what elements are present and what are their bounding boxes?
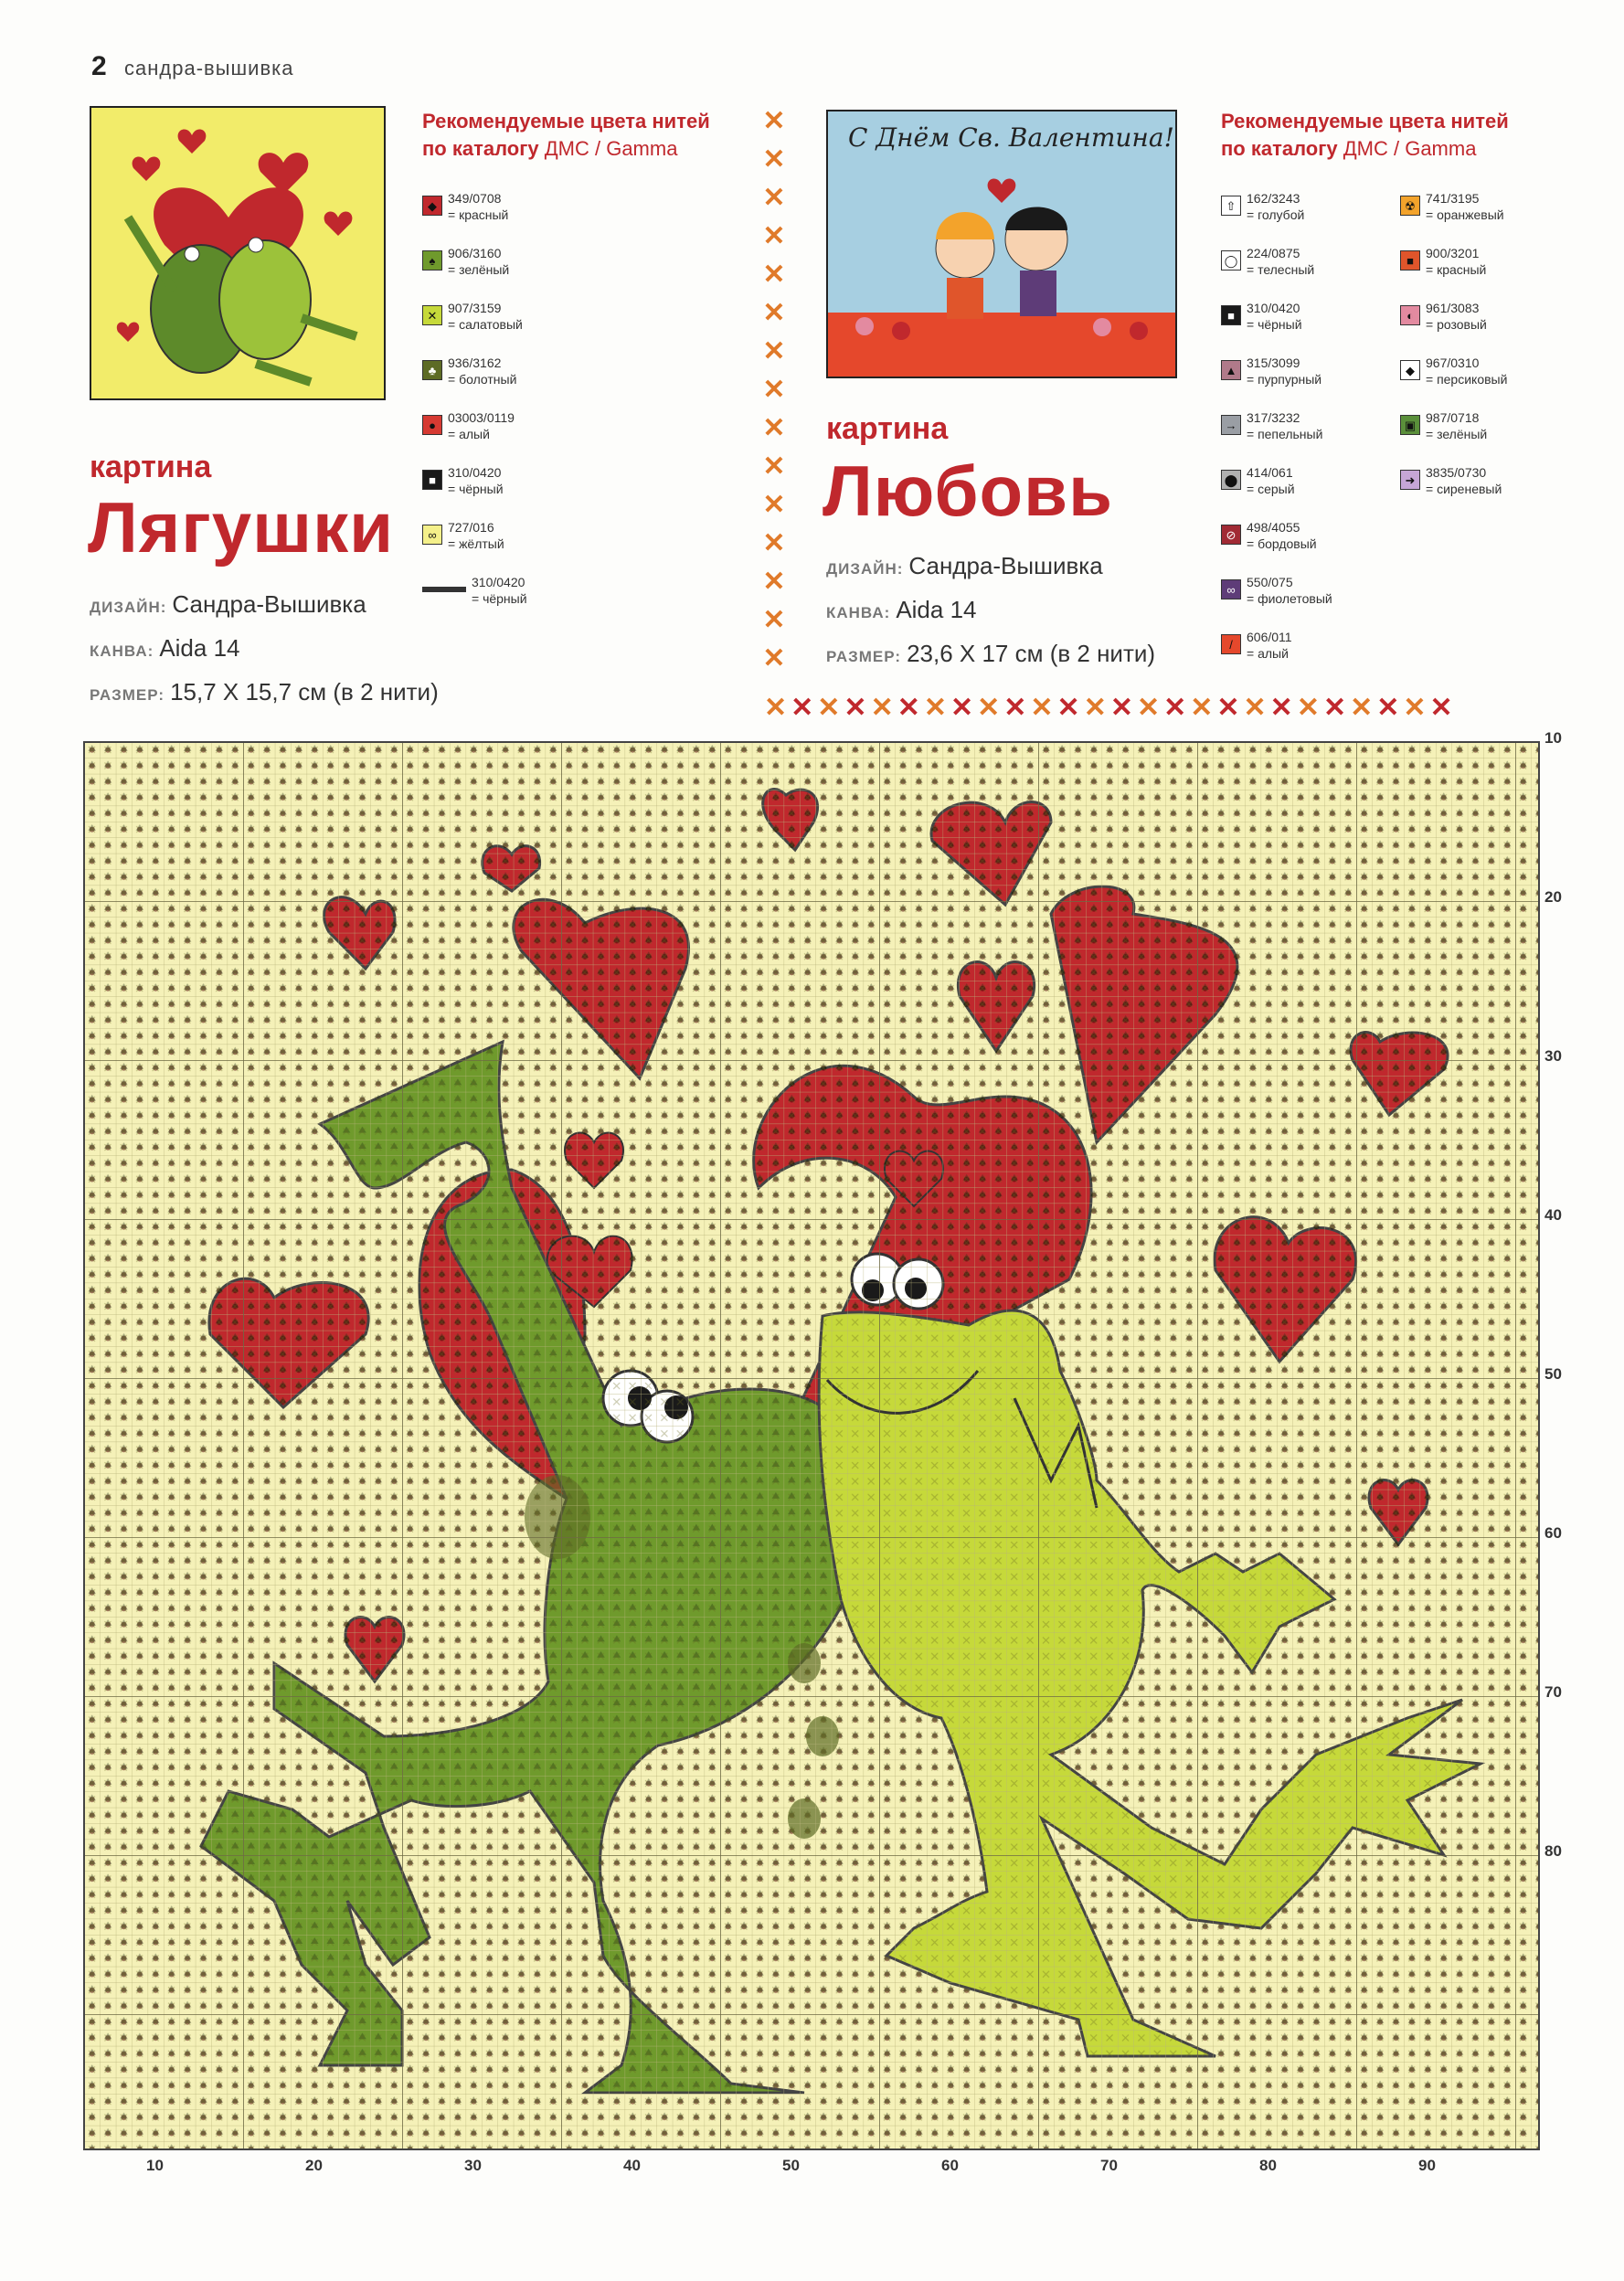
color-swatch-icon: ■ bbox=[1221, 305, 1241, 325]
legend-item bbox=[1221, 519, 1317, 552]
left-canvas bbox=[90, 634, 240, 663]
thread-color-name: = зелёный bbox=[1426, 427, 1488, 441]
thread-code: 727/016 bbox=[448, 520, 494, 535]
thread-code: 414/061 bbox=[1247, 465, 1293, 480]
left-design-value: Сандра-Вышивка bbox=[172, 590, 366, 618]
thread-code: 967/0310 bbox=[1426, 355, 1480, 370]
right-canvas-value: Aida 14 bbox=[896, 596, 977, 623]
left-recommend-brands: ДМС / Gamma bbox=[544, 137, 678, 160]
thread-color-name: = жёлтый bbox=[448, 536, 504, 551]
bottom-axis-label: 80 bbox=[1259, 2157, 1277, 2174]
thread-code: 3835/0730 bbox=[1426, 465, 1487, 480]
thread-code: 606/011 bbox=[1247, 630, 1292, 644]
right-design bbox=[826, 552, 1103, 580]
left-canvas-label: КАНВА: bbox=[90, 642, 154, 660]
color-swatch-icon: ● bbox=[422, 415, 442, 435]
legend-item bbox=[422, 300, 523, 333]
thread-color-name: = персиковый bbox=[1426, 372, 1508, 387]
thread-code: 310/0420 bbox=[1247, 301, 1300, 315]
legend-item bbox=[1400, 245, 1486, 278]
color-swatch-icon: ➜ bbox=[1400, 470, 1420, 490]
color-swatch-icon: ◆ bbox=[1400, 360, 1420, 380]
right-axis-label: 20 bbox=[1544, 888, 1562, 906]
color-swatch-icon: / bbox=[1221, 634, 1241, 654]
thread-code: 741/3195 bbox=[1426, 191, 1480, 206]
thread-code: 349/0708 bbox=[448, 191, 502, 206]
thread-color-name: = телесный bbox=[1247, 262, 1315, 277]
left-title-big: Лягушки bbox=[88, 487, 395, 568]
thread-code: 987/0718 bbox=[1426, 410, 1480, 425]
bottom-axis-label: 90 bbox=[1418, 2157, 1436, 2174]
thread-color-name: = красный bbox=[1426, 262, 1487, 277]
thread-color-name: = болотный bbox=[448, 372, 517, 387]
thread-color-name: = алый bbox=[1247, 646, 1289, 661]
color-swatch-icon: ◯ bbox=[1221, 250, 1241, 271]
legend-item bbox=[1221, 300, 1302, 333]
right-axis-label: 30 bbox=[1544, 1047, 1562, 1065]
color-swatch-icon: ■ bbox=[422, 470, 442, 490]
magazine-name: сандра-вышивка bbox=[124, 57, 294, 80]
right-canvas-label: КАНВА: bbox=[826, 604, 891, 621]
thread-code: 162/3243 bbox=[1247, 191, 1300, 206]
thread-color-name: = голубой bbox=[1247, 207, 1305, 222]
page-number: 2 bbox=[91, 51, 107, 81]
chart-border bbox=[84, 742, 1539, 2149]
thread-code: 310/0420 bbox=[472, 575, 525, 589]
hearts-group bbox=[84, 742, 1539, 2149]
thread-color-name: = пурпурный bbox=[1247, 372, 1322, 387]
thread-code: 498/4055 bbox=[1247, 520, 1300, 535]
color-swatch-icon: → bbox=[1221, 415, 1241, 435]
legend-item bbox=[422, 409, 515, 442]
legend-item bbox=[422, 519, 504, 552]
legend-item bbox=[422, 464, 504, 497]
legend-item bbox=[1400, 464, 1502, 497]
right-recommend-heading bbox=[1221, 108, 1509, 163]
right-design-label: ДИЗАЙН: bbox=[826, 560, 904, 578]
right-recommend-brands: ДМС / Gamma bbox=[1343, 137, 1477, 160]
bottom-axis-label: 20 bbox=[305, 2157, 323, 2174]
light-frog bbox=[84, 742, 1539, 2149]
legend-item bbox=[1400, 409, 1487, 442]
thread-color-name: = сиреневый bbox=[1426, 482, 1502, 496]
legend-item bbox=[1400, 190, 1504, 223]
legend-item bbox=[1221, 464, 1295, 497]
bottom-axis-label: 40 bbox=[623, 2157, 641, 2174]
legend-item bbox=[422, 355, 516, 387]
right-axis-label: 10 bbox=[1544, 729, 1562, 747]
left-size-value: 15,7 X 15,7 см (в 2 нити) bbox=[170, 678, 439, 706]
thread-color-name: = зелёный bbox=[448, 262, 510, 277]
right-recommend-catalog: по каталогу bbox=[1221, 137, 1338, 160]
left-recommend-heading bbox=[422, 108, 710, 163]
legend-item bbox=[1400, 355, 1507, 387]
left-recommend-line1: Рекомендуемые цвета нитей bbox=[422, 110, 710, 133]
thread-code: 03003/0119 bbox=[448, 410, 515, 425]
bottom-axis-label: 50 bbox=[782, 2157, 800, 2174]
thread-color-name: = красный bbox=[448, 207, 509, 222]
left-size-label: РАЗМЕР: bbox=[90, 686, 165, 704]
legend-item bbox=[1221, 190, 1304, 223]
thread-color-name: = розовый bbox=[1426, 317, 1487, 332]
color-swatch-icon: ⊘ bbox=[1221, 525, 1241, 545]
right-axis-label: 60 bbox=[1544, 1524, 1562, 1542]
chart-canvas bbox=[84, 742, 1539, 2149]
thread-color-name: = алый bbox=[448, 427, 490, 441]
right-axis-label: 40 bbox=[1544, 1206, 1562, 1224]
thread-color-name: = чёрный bbox=[448, 482, 504, 496]
right-title-big: Любовь bbox=[823, 451, 1114, 531]
cross-border-horizontal: ✕✕✕✕✕✕✕✕✕✕✕✕✕✕✕✕✕✕✕✕✕✕✕✕✕✕ bbox=[764, 693, 1457, 723]
right-design-value: Сандра-Вышивка bbox=[908, 552, 1103, 579]
thread-code: 317/3232 bbox=[1247, 410, 1300, 425]
thread-code: 310/0420 bbox=[448, 465, 502, 480]
right-axis-label: 50 bbox=[1544, 1365, 1562, 1383]
color-swatch-icon: ◆ bbox=[422, 196, 442, 216]
legend-item bbox=[1221, 409, 1322, 442]
legend-item bbox=[1221, 355, 1321, 387]
left-recommend-catalog: по каталогу bbox=[422, 137, 539, 160]
bottom-axis-label: 60 bbox=[941, 2157, 959, 2174]
thread-code: 906/3160 bbox=[448, 246, 502, 260]
thread-code: 550/075 bbox=[1247, 575, 1293, 589]
right-size-label: РАЗМЕР: bbox=[826, 648, 902, 665]
card-greeting: С Днём Св. Валентина! bbox=[848, 122, 1174, 153]
thread-color-name: = салатовый bbox=[448, 317, 523, 332]
thread-color-name: = бордовый bbox=[1247, 536, 1317, 551]
left-design bbox=[90, 590, 366, 619]
color-swatch-icon: ✕ bbox=[422, 305, 442, 325]
bottom-axis-label: 30 bbox=[464, 2157, 482, 2174]
right-size bbox=[826, 640, 1155, 668]
thread-code: 900/3201 bbox=[1426, 246, 1480, 260]
right-canvas bbox=[826, 596, 977, 624]
love-thumbnail bbox=[826, 110, 1177, 378]
dark-frog bbox=[84, 742, 1539, 2149]
right-title-small: картина bbox=[826, 411, 949, 446]
color-swatch-icon: ▲ bbox=[1221, 360, 1241, 380]
color-swatch-icon: ∞ bbox=[1221, 579, 1241, 599]
legend-item bbox=[422, 190, 508, 223]
bottom-axis-label: 70 bbox=[1100, 2157, 1118, 2174]
thread-color-name: = фиолетовый bbox=[1247, 591, 1332, 606]
right-size-value: 23,6 X 17 см (в 2 нити) bbox=[907, 640, 1156, 667]
color-swatch-icon: ■ bbox=[1400, 250, 1420, 271]
color-swatch-icon: ⬤ bbox=[1221, 470, 1241, 490]
thread-color-name: = пепельный bbox=[1247, 427, 1323, 441]
color-swatch-icon: ∞ bbox=[422, 525, 442, 545]
color-swatch-icon: ⇧ bbox=[1221, 196, 1241, 216]
right-axis-label: 80 bbox=[1544, 1842, 1562, 1860]
color-swatch-icon: ☢ bbox=[1400, 196, 1420, 216]
cross-border-vertical: ✕ ✕ ✕ ✕ ✕ ✕ ✕ ✕ ✕ ✕ ✕ ✕ ✕ ✕ ✕ bbox=[762, 106, 786, 674]
left-design-label: ДИЗАЙН: bbox=[90, 599, 167, 616]
thread-color-name: = чёрный bbox=[1247, 317, 1302, 332]
thread-code: 936/3162 bbox=[448, 355, 502, 370]
color-swatch-icon bbox=[422, 587, 466, 592]
legend-item bbox=[422, 574, 527, 607]
right-recommend-line1: Рекомендуемые цвета нитей bbox=[1221, 110, 1509, 133]
frogs-thumbnail bbox=[90, 106, 386, 400]
legend-item bbox=[1221, 574, 1332, 607]
left-size bbox=[90, 678, 439, 706]
legend-item bbox=[1221, 629, 1292, 662]
thread-code: 907/3159 bbox=[448, 301, 502, 315]
legend-item bbox=[1221, 245, 1314, 278]
left-canvas-value: Aida 14 bbox=[159, 634, 240, 662]
thread-code: 315/3099 bbox=[1247, 355, 1300, 370]
thread-color-name: = чёрный bbox=[472, 591, 527, 606]
legend-item bbox=[1400, 300, 1487, 333]
legend-item bbox=[422, 245, 509, 278]
color-swatch-icon: ▣ bbox=[1400, 415, 1420, 435]
bottom-axis-label: 10 bbox=[146, 2157, 164, 2174]
thread-code: 961/3083 bbox=[1426, 301, 1480, 315]
color-swatch-icon: ♣ bbox=[422, 360, 442, 380]
thread-code: 224/0875 bbox=[1247, 246, 1300, 260]
thread-color-name: = серый bbox=[1247, 482, 1295, 496]
color-swatch-icon: ♠ bbox=[422, 250, 442, 271]
right-axis-label: 70 bbox=[1544, 1683, 1562, 1701]
left-title-small: картина bbox=[90, 450, 212, 484]
color-swatch-icon: ◐ bbox=[1400, 305, 1420, 325]
thread-color-name: = оранжевый bbox=[1426, 207, 1504, 222]
